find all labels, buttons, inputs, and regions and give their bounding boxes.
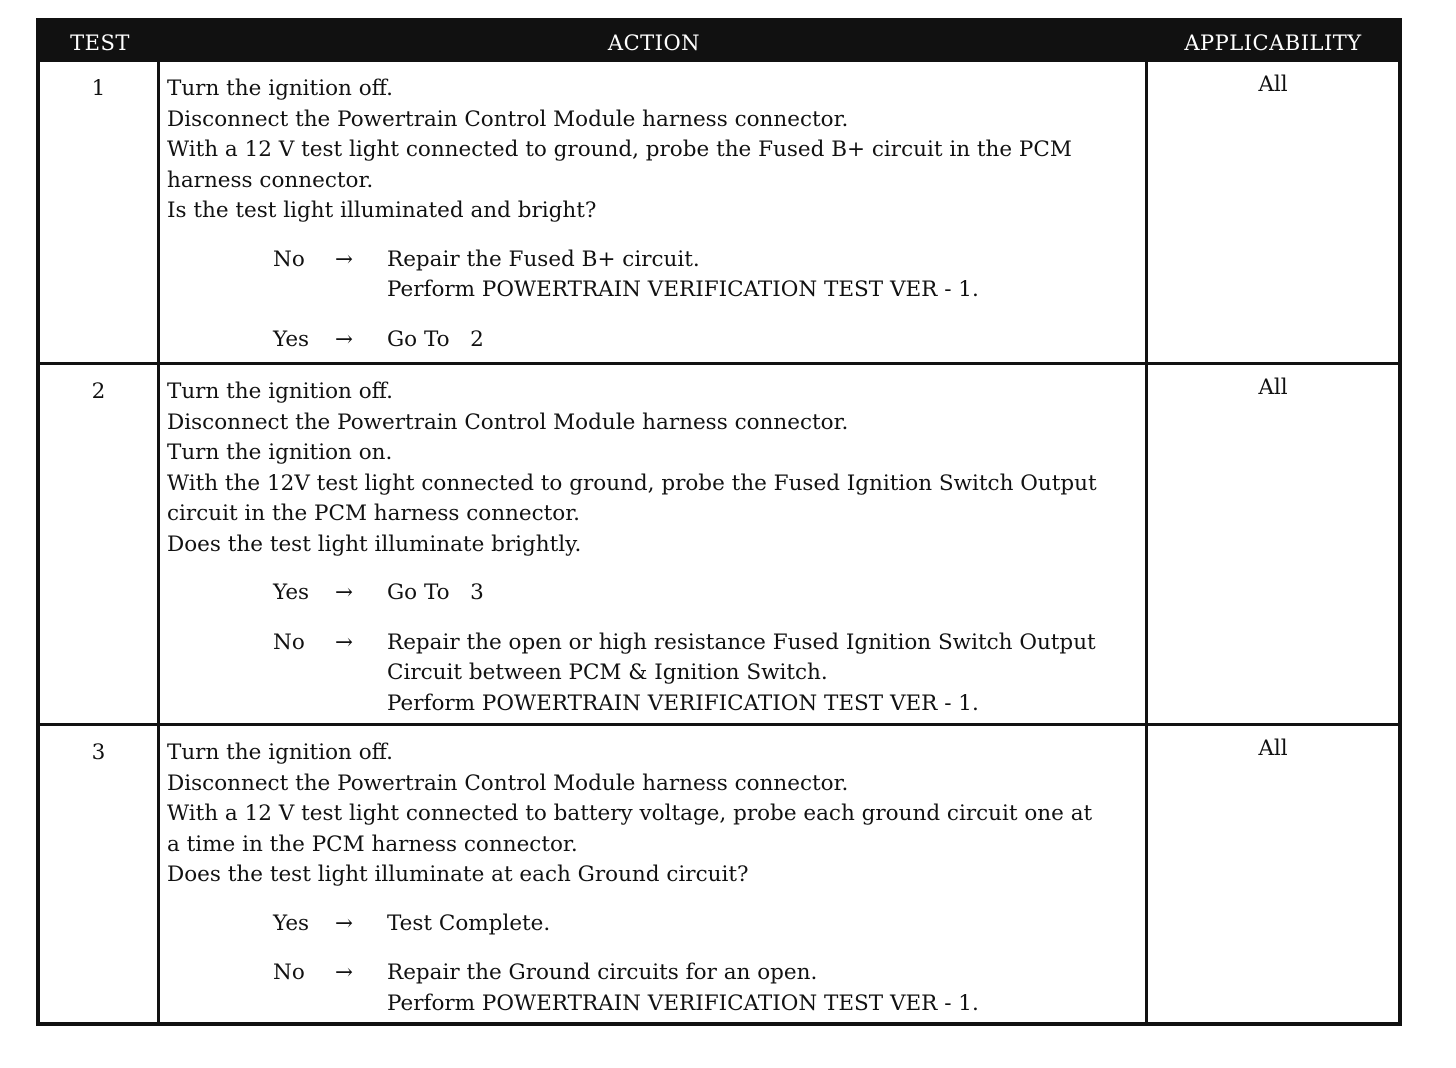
right-arrow-icon: → xyxy=(335,629,354,655)
test-number: 1 xyxy=(40,62,160,362)
outcome-yes xyxy=(167,909,1139,940)
outcome-line: Go To 3 xyxy=(387,580,484,605)
outcome-list xyxy=(167,245,1139,356)
step-text: Turn the ignition off. xyxy=(167,76,393,101)
outcome-no xyxy=(167,245,1139,306)
test-number: 2 xyxy=(40,362,160,723)
step-text: a time in the PCM harness connector. xyxy=(167,831,578,857)
outcome-text xyxy=(387,958,979,1019)
outcome-list xyxy=(167,578,1139,719)
outcome-line: Repair the open or high resistance Fused Ignition Switch Output xyxy=(387,629,1096,655)
outcome-line: Perform POWERTRAIN VERIFICATION TEST VER - 1. xyxy=(387,277,979,302)
outcome-yes xyxy=(167,578,1139,609)
applicability-value: All xyxy=(1148,723,1398,1022)
right-arrow-icon: → xyxy=(335,246,354,272)
step-text: With a 12 V test light connected to ground, probe the Fused B+ circuit in the PCM xyxy=(167,137,1072,162)
outcome-text xyxy=(387,578,484,609)
test-number: 3 xyxy=(40,723,160,1022)
outcome-no xyxy=(167,958,1139,1019)
applicability-value: All xyxy=(1258,72,1288,97)
step-text: With a 12 V test light connected to battery voltage, probe each ground circuit one at xyxy=(167,801,1093,826)
outcome-label: Yes xyxy=(273,580,310,605)
outcome-line: Perform POWERTRAIN VERIFICATION TEST VER - 1. xyxy=(387,990,979,1016)
step-text: Turn the ignition off. xyxy=(167,379,393,404)
right-arrow-icon: → xyxy=(335,960,354,985)
outcome-label: No xyxy=(273,246,305,272)
outcome-yes xyxy=(167,325,1139,356)
step-text: circuit in the PCM harness connector. xyxy=(167,501,580,526)
applicability-value: All xyxy=(1148,362,1398,723)
step-text: Turn the ignition off. xyxy=(167,740,393,765)
step-text: Turn the ignition on. xyxy=(167,440,393,465)
step-list xyxy=(167,738,1139,891)
step-text: Disconnect the Powertrain Control Module harness connector. xyxy=(167,770,849,796)
outcome-list xyxy=(167,909,1139,1020)
right-arrow-icon: → xyxy=(335,326,354,352)
outcome-label: No xyxy=(273,960,305,985)
header-action: ACTION xyxy=(160,22,1148,62)
outcome-label: Yes xyxy=(273,910,310,936)
step-text: With the 12V test light connected to ground, probe the Fused Ignition Switch Output xyxy=(167,470,1097,496)
outcome-label: Yes xyxy=(273,326,310,352)
step-text: Does the test light illuminate at each Ground circuit? xyxy=(167,862,749,887)
outcome-label: No xyxy=(273,629,305,655)
outcome-line: Repair the Ground circuits for an open. xyxy=(387,960,818,985)
header-test: TEST xyxy=(40,22,160,62)
action-cell xyxy=(160,362,1148,723)
outcome-no xyxy=(167,628,1139,720)
step-text: Is the test light illuminated and bright? xyxy=(167,198,597,223)
step-list xyxy=(167,377,1139,560)
action-cell xyxy=(160,62,1148,362)
outcome-line: Repair the Fused B+ circuit. xyxy=(387,246,700,272)
outcome-line: Circuit between PCM & Ignition Switch. xyxy=(387,660,828,685)
step-text: harness connector. xyxy=(167,167,374,193)
outcome-text xyxy=(387,245,979,306)
outcome-text xyxy=(387,909,550,940)
diagnostic-test-table xyxy=(36,18,1402,1026)
step-text: Disconnect the Powertrain Control Module harness connector. xyxy=(167,106,849,132)
right-arrow-icon: → xyxy=(335,580,354,605)
outcome-line: Test Complete. xyxy=(387,910,551,936)
step-text: Does the test light illuminate brightly. xyxy=(167,531,582,557)
outcome-line: Perform POWERTRAIN VERIFICATION TEST VER - 1. xyxy=(387,690,979,716)
right-arrow-icon: → xyxy=(335,910,354,936)
outcome-text xyxy=(387,628,1096,720)
outcome-line: Go To 2 xyxy=(387,326,484,352)
outcome-text xyxy=(387,325,484,356)
action-cell xyxy=(160,723,1148,1022)
step-text: Disconnect the Powertrain Control Module harness connector. xyxy=(167,409,849,435)
step-list xyxy=(167,74,1139,227)
header-applicability: APPLICABILITY xyxy=(1148,22,1398,62)
